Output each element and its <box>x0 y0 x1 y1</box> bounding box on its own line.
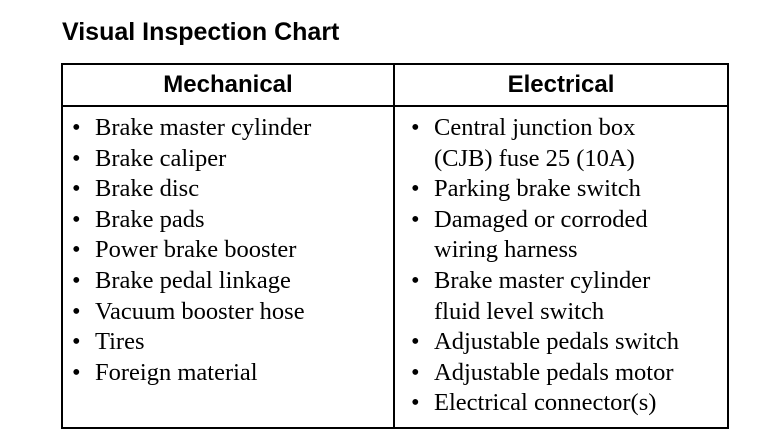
list-item-text: Brake master cylinder <box>95 114 312 141</box>
electrical-header: Electrical <box>394 64 728 106</box>
list-item <box>395 205 727 266</box>
list-item <box>395 327 727 358</box>
bullet-icon: • <box>411 266 420 294</box>
list-item <box>63 235 393 266</box>
list-item-text: Tires <box>95 328 145 356</box>
list-item-text: Central junction box <box>434 114 636 141</box>
bullet-icon: • <box>72 328 81 356</box>
mechanical-list <box>63 113 393 388</box>
list-item-text: fluid level switch <box>434 297 605 325</box>
list-item <box>63 205 393 236</box>
list-item <box>395 388 727 419</box>
list-item-text: Brake pedal linkage <box>95 266 291 294</box>
bullet-icon: • <box>72 175 81 203</box>
list-item-text: Brake pads <box>95 205 205 233</box>
list-item-text: Adjustable pedals switch <box>434 328 679 356</box>
bullet-icon: • <box>411 328 420 356</box>
list-item <box>63 297 393 328</box>
list-item-text: Adjustable pedals motor <box>434 358 674 386</box>
bullet-icon: • <box>411 358 420 386</box>
list-item <box>63 358 393 389</box>
mechanical-cell <box>62 106 394 428</box>
bullet-icon: • <box>72 358 81 386</box>
body-row <box>62 106 728 428</box>
list-item <box>63 144 393 175</box>
bullet-icon: • <box>411 389 420 417</box>
header-row <box>62 64 728 106</box>
list-item-text: Power brake booster <box>95 236 297 264</box>
list-item-text: Vacuum booster hose <box>95 297 305 325</box>
bullet-icon: • <box>411 205 420 233</box>
bullet-icon: • <box>72 144 81 172</box>
list-item-text: Parking brake switch <box>434 175 641 203</box>
electrical-cell <box>394 106 728 428</box>
list-item-text: Brake master cylinder <box>434 266 651 294</box>
bullet-icon: • <box>72 236 81 264</box>
inspection-table <box>61 63 729 429</box>
list-item <box>63 174 393 205</box>
list-item <box>395 113 727 174</box>
bullet-icon: • <box>72 205 81 233</box>
bullet-icon: • <box>411 114 420 141</box>
list-item-text: Damaged or corroded <box>434 205 648 233</box>
list-item <box>395 358 727 389</box>
list-item <box>63 266 393 297</box>
bullet-icon: • <box>72 297 81 325</box>
list-item <box>395 266 727 327</box>
list-item-text: Electrical connector(s) <box>434 389 657 417</box>
list-item-text: Brake disc <box>95 175 200 203</box>
list-item <box>63 327 393 358</box>
list-item <box>63 113 393 144</box>
electrical-list <box>395 113 727 419</box>
list-item <box>395 174 727 205</box>
mechanical-header: Mechanical <box>62 64 394 106</box>
bullet-icon: • <box>72 114 81 141</box>
bullet-icon: • <box>411 175 420 203</box>
chart-title: Visual Inspection Chart <box>62 18 340 46</box>
list-item-text: (CJB) fuse 25 (10A) <box>434 144 635 172</box>
bullet-icon: • <box>72 266 81 294</box>
list-item-text: wiring harness <box>434 236 578 264</box>
list-item-text: Brake caliper <box>95 144 227 172</box>
list-item-text: Foreign material <box>95 358 258 386</box>
